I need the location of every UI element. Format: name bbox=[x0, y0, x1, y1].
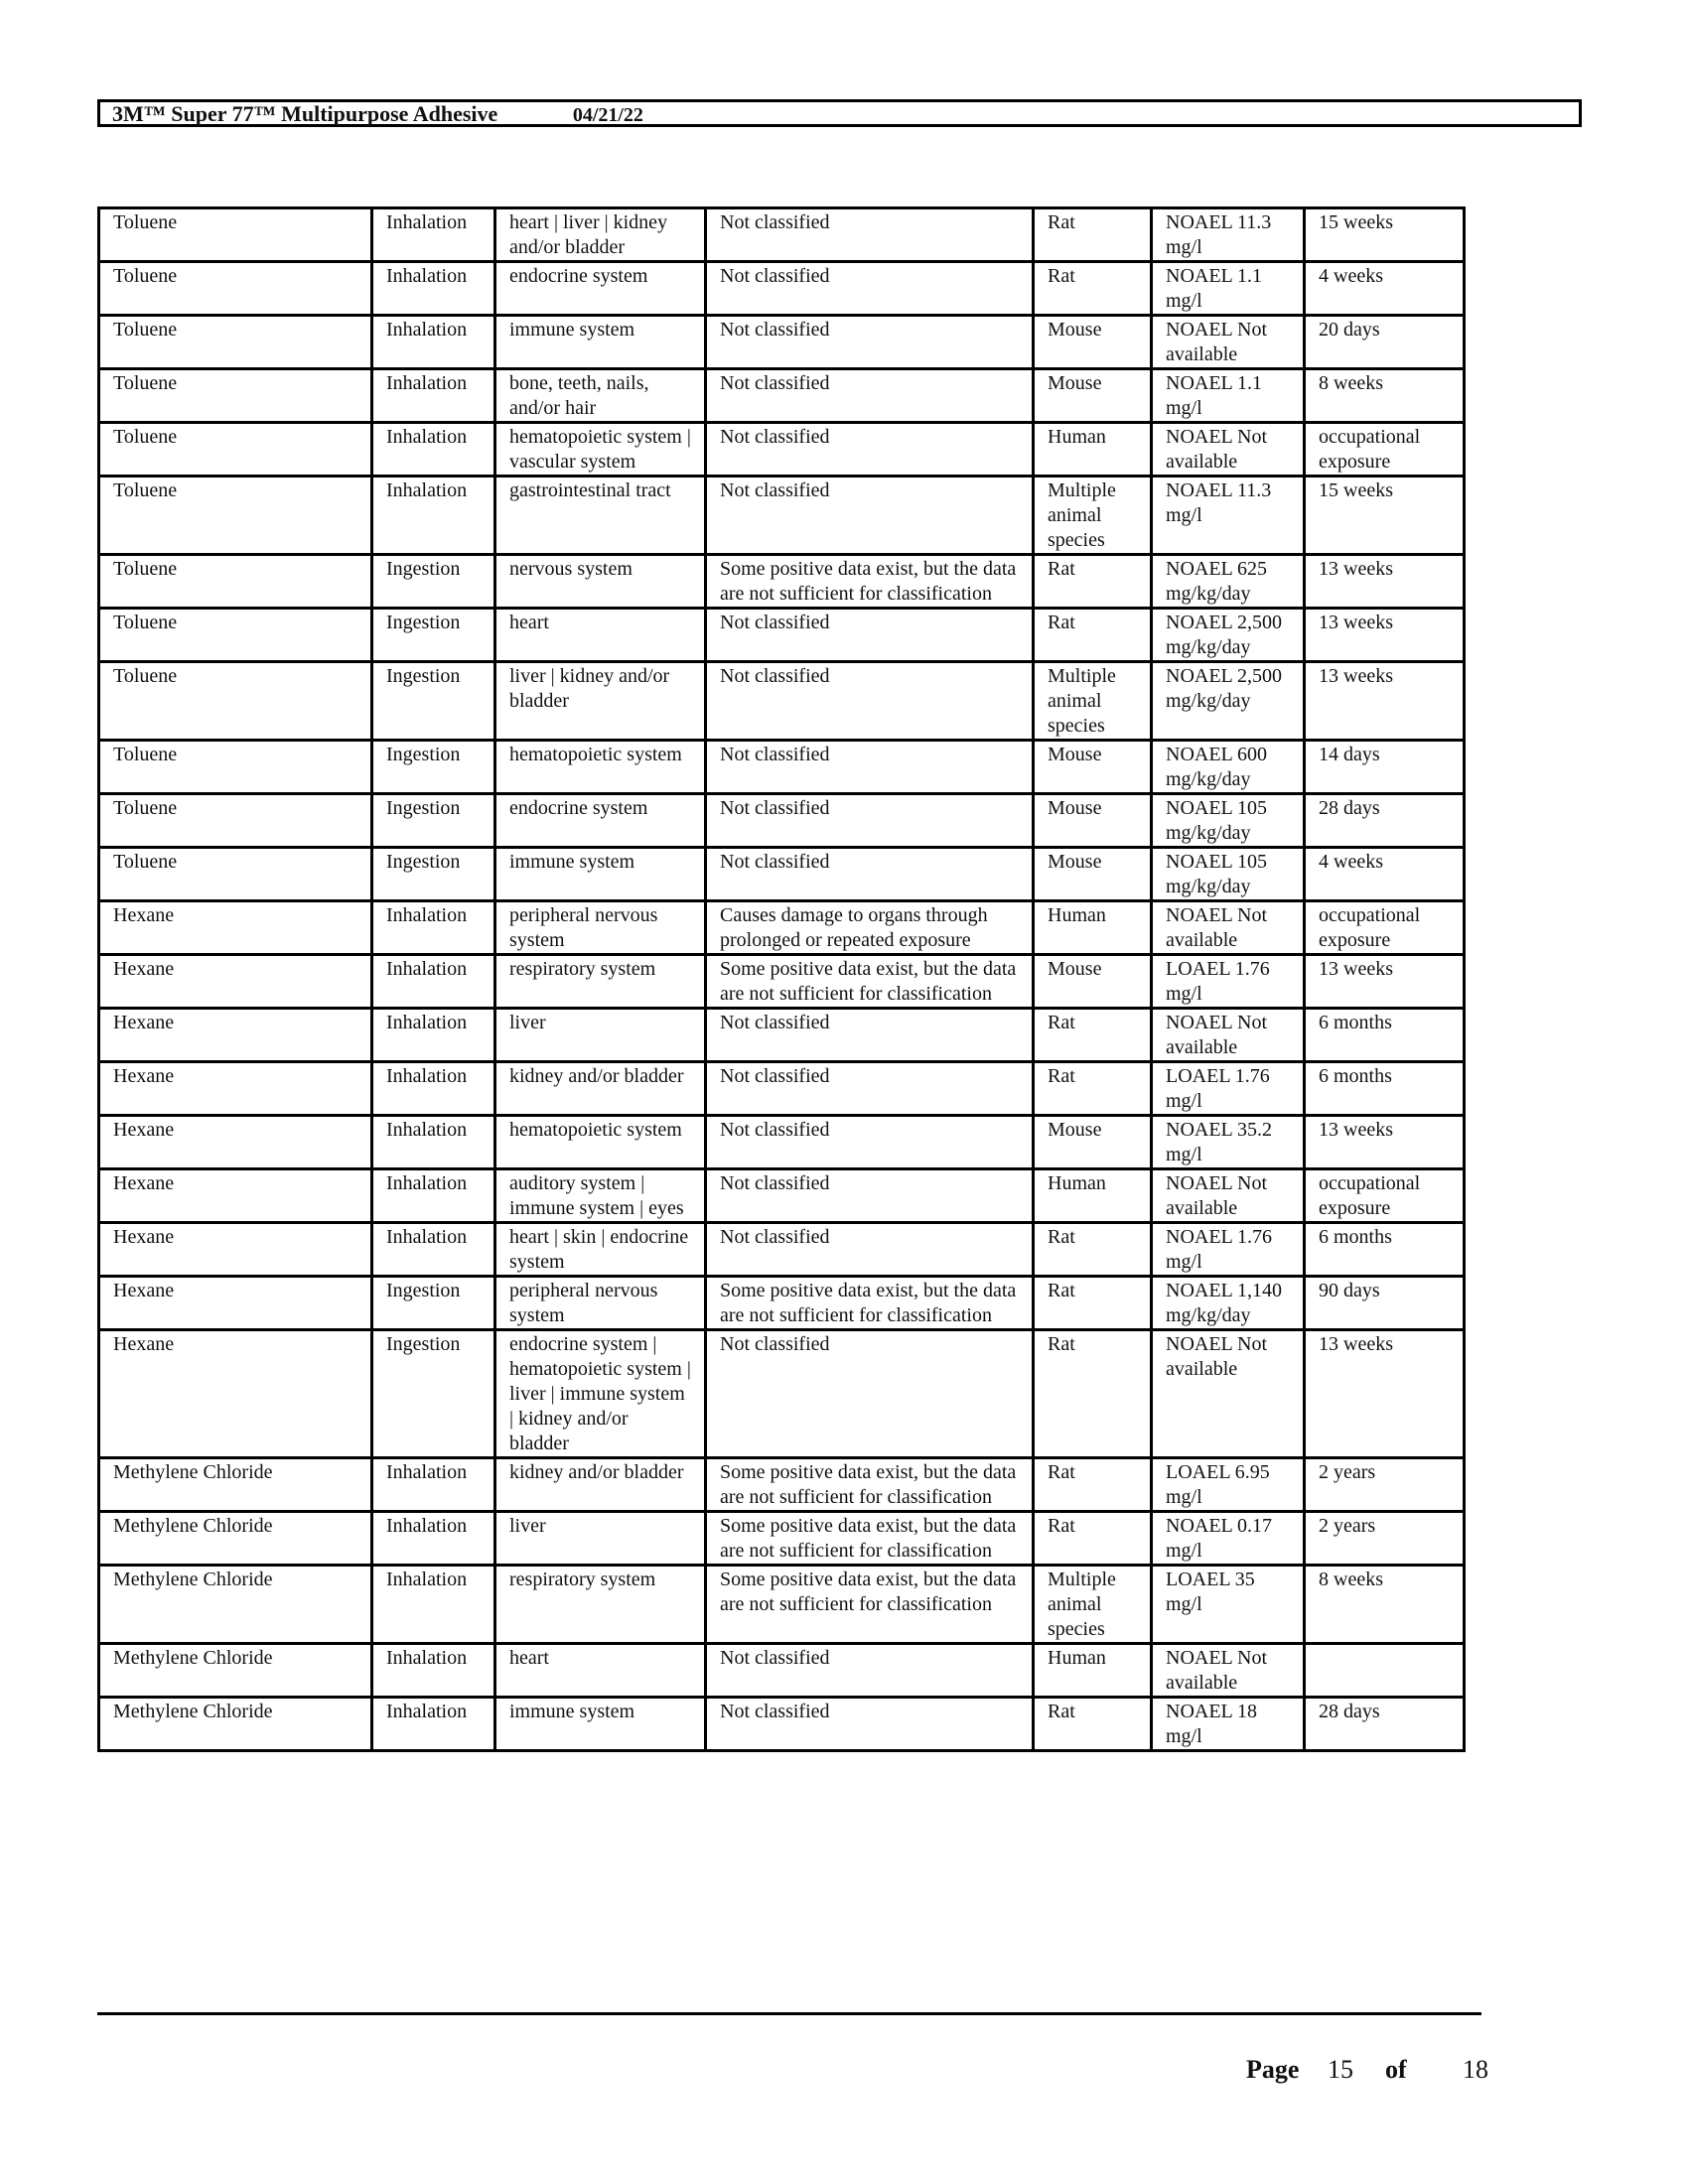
route-cell: Inhalation bbox=[372, 477, 495, 555]
exposure-duration-cell: 20 days bbox=[1305, 316, 1465, 369]
target-organ-cell: endocrine system bbox=[495, 794, 706, 848]
species-cell: Human bbox=[1034, 423, 1152, 477]
classification-cell: Some positive data exist, but the data are not sufficient for classification bbox=[706, 1458, 1034, 1512]
table-row bbox=[99, 1116, 1465, 1169]
table-body bbox=[99, 208, 1465, 1751]
test-result-cell: NOAEL 0.17 mg/l bbox=[1152, 1512, 1305, 1566]
target-organ-cell: auditory system | immune system | eyes bbox=[495, 1169, 706, 1223]
species-cell: Rat bbox=[1034, 208, 1152, 262]
exposure-duration-cell: 8 weeks bbox=[1305, 1566, 1465, 1644]
test-result-cell: NOAEL Not available bbox=[1152, 1009, 1305, 1062]
exposure-duration-cell: 2 years bbox=[1305, 1512, 1465, 1566]
table-row bbox=[99, 316, 1465, 369]
test-result-cell: NOAEL 1.76 mg/l bbox=[1152, 1223, 1305, 1277]
table-row bbox=[99, 955, 1465, 1009]
exposure-duration-cell: 14 days bbox=[1305, 741, 1465, 794]
substance-cell: Toluene bbox=[99, 423, 372, 477]
classification-cell: Not classified bbox=[706, 1644, 1034, 1698]
exposure-duration-cell: 13 weeks bbox=[1305, 555, 1465, 609]
current-page: 15 bbox=[1328, 2055, 1353, 2084]
species-cell: Rat bbox=[1034, 609, 1152, 662]
route-cell: Ingestion bbox=[372, 741, 495, 794]
classification-cell: Not classified bbox=[706, 369, 1034, 423]
test-result-cell: NOAEL Not available bbox=[1152, 1330, 1305, 1458]
species-cell: Human bbox=[1034, 901, 1152, 955]
of-label: of bbox=[1385, 2055, 1407, 2084]
page-label: Page bbox=[1246, 2055, 1300, 2084]
exposure-duration-cell: 13 weeks bbox=[1305, 609, 1465, 662]
target-organ-cell: heart bbox=[495, 609, 706, 662]
substance-cell: Toluene bbox=[99, 741, 372, 794]
substance-cell: Hexane bbox=[99, 901, 372, 955]
route-cell: Inhalation bbox=[372, 423, 495, 477]
classification-cell: Not classified bbox=[706, 477, 1034, 555]
test-result-cell: LOAEL 35 mg/l bbox=[1152, 1566, 1305, 1644]
test-result-cell: NOAEL 105 mg/kg/day bbox=[1152, 848, 1305, 901]
table-row bbox=[99, 1277, 1465, 1330]
test-result-cell: NOAEL Not available bbox=[1152, 316, 1305, 369]
exposure-duration-cell: 2 years bbox=[1305, 1458, 1465, 1512]
route-cell: Ingestion bbox=[372, 794, 495, 848]
species-cell: Human bbox=[1034, 1644, 1152, 1698]
table-row bbox=[99, 1223, 1465, 1277]
test-result-cell: LOAEL 1.76 mg/l bbox=[1152, 955, 1305, 1009]
substance-cell: Hexane bbox=[99, 1330, 372, 1458]
classification-cell: Not classified bbox=[706, 316, 1034, 369]
classification-cell: Not classified bbox=[706, 741, 1034, 794]
substance-cell: Toluene bbox=[99, 369, 372, 423]
exposure-duration-cell: 6 months bbox=[1305, 1009, 1465, 1062]
species-cell: Mouse bbox=[1034, 848, 1152, 901]
classification-cell: Causes damage to organs through prolonged or repeated exposure bbox=[706, 901, 1034, 955]
species-cell: Rat bbox=[1034, 1062, 1152, 1116]
route-cell: Ingestion bbox=[372, 848, 495, 901]
test-result-cell: NOAEL 11.3 mg/l bbox=[1152, 477, 1305, 555]
species-cell: Rat bbox=[1034, 1009, 1152, 1062]
total-pages: 18 bbox=[1463, 2055, 1488, 2084]
target-organ-cell: liver bbox=[495, 1512, 706, 1566]
route-cell: Inhalation bbox=[372, 1566, 495, 1644]
exposure-duration-cell: 15 weeks bbox=[1305, 208, 1465, 262]
target-organ-cell: heart | skin | endocrine system bbox=[495, 1223, 706, 1277]
classification-cell: Some positive data exist, but the data are not sufficient for classification bbox=[706, 955, 1034, 1009]
table-row bbox=[99, 794, 1465, 848]
test-result-cell: NOAEL 2,500 mg/kg/day bbox=[1152, 662, 1305, 741]
table-row bbox=[99, 662, 1465, 741]
species-cell: Rat bbox=[1034, 262, 1152, 316]
species-cell: Human bbox=[1034, 1169, 1152, 1223]
revision-date: 04/21/22 bbox=[572, 104, 643, 126]
exposure-duration-cell: occupational exposure bbox=[1305, 1169, 1465, 1223]
target-organ-cell: hematopoietic system bbox=[495, 1116, 706, 1169]
test-result-cell: NOAEL 600 mg/kg/day bbox=[1152, 741, 1305, 794]
table-row bbox=[99, 1512, 1465, 1566]
substance-cell: Hexane bbox=[99, 1277, 372, 1330]
table-row bbox=[99, 208, 1465, 262]
target-organ-cell: bone, teeth, nails, and/or hair bbox=[495, 369, 706, 423]
target-organ-cell: liver bbox=[495, 1009, 706, 1062]
test-result-cell: LOAEL 1.76 mg/l bbox=[1152, 1062, 1305, 1116]
classification-cell: Not classified bbox=[706, 1009, 1034, 1062]
route-cell: Inhalation bbox=[372, 1169, 495, 1223]
target-organ-cell: immune system bbox=[495, 1698, 706, 1751]
table-row bbox=[99, 1330, 1465, 1458]
species-cell: Mouse bbox=[1034, 316, 1152, 369]
exposure-duration-cell: 28 days bbox=[1305, 794, 1465, 848]
exposure-duration-cell: 15 weeks bbox=[1305, 477, 1465, 555]
table-row bbox=[99, 848, 1465, 901]
route-cell: Inhalation bbox=[372, 1223, 495, 1277]
substance-cell: Toluene bbox=[99, 662, 372, 741]
target-organ-cell: heart bbox=[495, 1644, 706, 1698]
species-cell: Multiple animal species bbox=[1034, 477, 1152, 555]
table-row bbox=[99, 1698, 1465, 1751]
table-row bbox=[99, 1009, 1465, 1062]
classification-cell: Not classified bbox=[706, 1330, 1034, 1458]
test-result-cell: NOAEL Not available bbox=[1152, 1644, 1305, 1698]
table-row bbox=[99, 477, 1465, 555]
classification-cell: Some positive data exist, but the data are not sufficient for classification bbox=[706, 1566, 1034, 1644]
route-cell: Inhalation bbox=[372, 901, 495, 955]
target-organ-cell: peripheral nervous system bbox=[495, 1277, 706, 1330]
substance-cell: Methylene Chloride bbox=[99, 1698, 372, 1751]
route-cell: Ingestion bbox=[372, 1277, 495, 1330]
substance-cell: Toluene bbox=[99, 208, 372, 262]
route-cell: Inhalation bbox=[372, 1512, 495, 1566]
test-result-cell: NOAEL 35.2 mg/l bbox=[1152, 1116, 1305, 1169]
substance-cell: Methylene Chloride bbox=[99, 1512, 372, 1566]
table-row bbox=[99, 1169, 1465, 1223]
exposure-duration-cell: 13 weeks bbox=[1305, 662, 1465, 741]
species-cell: Mouse bbox=[1034, 1116, 1152, 1169]
species-cell: Rat bbox=[1034, 1458, 1152, 1512]
target-organ-cell: endocrine system | hematopoietic system | liver | immune system | kidney and/or bladder bbox=[495, 1330, 706, 1458]
table-row bbox=[99, 1062, 1465, 1116]
product-title: 3M™ Super 77™ Multipurpose Adhesive bbox=[112, 101, 498, 126]
test-result-cell: NOAEL Not available bbox=[1152, 423, 1305, 477]
table-row bbox=[99, 369, 1465, 423]
species-cell: Mouse bbox=[1034, 369, 1152, 423]
substance-cell: Toluene bbox=[99, 316, 372, 369]
route-cell: Ingestion bbox=[372, 609, 495, 662]
species-cell: Rat bbox=[1034, 1277, 1152, 1330]
exposure-duration-cell: 13 weeks bbox=[1305, 955, 1465, 1009]
test-result-cell: NOAEL 18 mg/l bbox=[1152, 1698, 1305, 1751]
route-cell: Ingestion bbox=[372, 662, 495, 741]
test-result-cell: NOAEL 11.3 mg/l bbox=[1152, 208, 1305, 262]
classification-cell: Not classified bbox=[706, 848, 1034, 901]
species-cell: Rat bbox=[1034, 1330, 1152, 1458]
target-organ-cell: gastrointestinal tract bbox=[495, 477, 706, 555]
test-result-cell: NOAEL Not available bbox=[1152, 901, 1305, 955]
classification-cell: Not classified bbox=[706, 208, 1034, 262]
route-cell: Ingestion bbox=[372, 1330, 495, 1458]
substance-cell: Toluene bbox=[99, 477, 372, 555]
classification-cell: Some positive data exist, but the data are not sufficient for classification bbox=[706, 555, 1034, 609]
table-row bbox=[99, 901, 1465, 955]
route-cell: Ingestion bbox=[372, 555, 495, 609]
classification-cell: Not classified bbox=[706, 1116, 1034, 1169]
species-cell: Rat bbox=[1034, 1698, 1152, 1751]
test-result-cell: NOAEL Not available bbox=[1152, 1169, 1305, 1223]
exposure-duration-cell: 8 weeks bbox=[1305, 369, 1465, 423]
route-cell: Inhalation bbox=[372, 262, 495, 316]
target-organ-cell: heart | liver | kidney and/or bladder bbox=[495, 208, 706, 262]
table-row bbox=[99, 1458, 1465, 1512]
classification-cell: Not classified bbox=[706, 1223, 1034, 1277]
classification-cell: Not classified bbox=[706, 1062, 1034, 1116]
route-cell: Inhalation bbox=[372, 316, 495, 369]
test-result-cell: NOAEL 1.1 mg/l bbox=[1152, 262, 1305, 316]
route-cell: Inhalation bbox=[372, 1458, 495, 1512]
target-organ-toxicity-table bbox=[97, 206, 1466, 1752]
species-cell: Mouse bbox=[1034, 794, 1152, 848]
table-row bbox=[99, 1566, 1465, 1644]
exposure-duration-cell: occupational exposure bbox=[1305, 901, 1465, 955]
classification-cell: Some positive data exist, but the data are not sufficient for classification bbox=[706, 1512, 1034, 1566]
species-cell: Rat bbox=[1034, 1512, 1152, 1566]
target-organ-cell: respiratory system bbox=[495, 1566, 706, 1644]
target-organ-cell: peripheral nervous system bbox=[495, 901, 706, 955]
document-header bbox=[97, 99, 1582, 127]
route-cell: Inhalation bbox=[372, 1698, 495, 1751]
substance-cell: Hexane bbox=[99, 955, 372, 1009]
substance-cell: Toluene bbox=[99, 848, 372, 901]
classification-cell: Some positive data exist, but the data are not sufficient for classification bbox=[706, 1277, 1034, 1330]
table-row bbox=[99, 609, 1465, 662]
classification-cell: Not classified bbox=[706, 794, 1034, 848]
substance-cell: Hexane bbox=[99, 1169, 372, 1223]
target-organ-cell: liver | kidney and/or bladder bbox=[495, 662, 706, 741]
substance-cell: Toluene bbox=[99, 794, 372, 848]
exposure-duration-cell: 90 days bbox=[1305, 1277, 1465, 1330]
test-result-cell: NOAEL 2,500 mg/kg/day bbox=[1152, 609, 1305, 662]
classification-cell: Not classified bbox=[706, 662, 1034, 741]
exposure-duration-cell: 6 months bbox=[1305, 1062, 1465, 1116]
exposure-duration-cell: occupational exposure bbox=[1305, 423, 1465, 477]
table-row bbox=[99, 423, 1465, 477]
exposure-duration-cell: 6 months bbox=[1305, 1223, 1465, 1277]
classification-cell: Not classified bbox=[706, 1698, 1034, 1751]
test-result-cell: NOAEL 105 mg/kg/day bbox=[1152, 794, 1305, 848]
species-cell: Rat bbox=[1034, 555, 1152, 609]
target-organ-cell: immune system bbox=[495, 848, 706, 901]
route-cell: Inhalation bbox=[372, 1644, 495, 1698]
classification-cell: Not classified bbox=[706, 609, 1034, 662]
species-cell: Multiple animal species bbox=[1034, 1566, 1152, 1644]
species-cell: Mouse bbox=[1034, 741, 1152, 794]
substance-cell: Toluene bbox=[99, 555, 372, 609]
classification-cell: Not classified bbox=[706, 1169, 1034, 1223]
test-result-cell: LOAEL 6.95 mg/l bbox=[1152, 1458, 1305, 1512]
species-cell: Rat bbox=[1034, 1223, 1152, 1277]
target-organ-cell: hematopoietic system | vascular system bbox=[495, 423, 706, 477]
exposure-duration-cell: 4 weeks bbox=[1305, 848, 1465, 901]
table-row bbox=[99, 741, 1465, 794]
footer-divider bbox=[97, 2012, 1481, 2015]
classification-cell: Not classified bbox=[706, 423, 1034, 477]
exposure-duration-cell bbox=[1305, 1644, 1465, 1698]
test-result-cell: NOAEL 1,140 mg/kg/day bbox=[1152, 1277, 1305, 1330]
target-organ-cell: respiratory system bbox=[495, 955, 706, 1009]
substance-cell: Methylene Chloride bbox=[99, 1458, 372, 1512]
substance-cell: Methylene Chloride bbox=[99, 1566, 372, 1644]
substance-cell: Hexane bbox=[99, 1116, 372, 1169]
substance-cell: Hexane bbox=[99, 1062, 372, 1116]
route-cell: Inhalation bbox=[372, 369, 495, 423]
exposure-duration-cell: 4 weeks bbox=[1305, 262, 1465, 316]
exposure-duration-cell: 28 days bbox=[1305, 1698, 1465, 1751]
substance-cell: Toluene bbox=[99, 609, 372, 662]
page-number bbox=[1246, 2055, 1504, 2091]
species-cell: Mouse bbox=[1034, 955, 1152, 1009]
exposure-duration-cell: 13 weeks bbox=[1305, 1116, 1465, 1169]
target-organ-cell: nervous system bbox=[495, 555, 706, 609]
test-result-cell: NOAEL 625 mg/kg/day bbox=[1152, 555, 1305, 609]
route-cell: Inhalation bbox=[372, 1009, 495, 1062]
exposure-duration-cell: 13 weeks bbox=[1305, 1330, 1465, 1458]
route-cell: Inhalation bbox=[372, 1062, 495, 1116]
table-row bbox=[99, 1644, 1465, 1698]
classification-cell: Not classified bbox=[706, 262, 1034, 316]
route-cell: Inhalation bbox=[372, 1116, 495, 1169]
target-organ-cell: endocrine system bbox=[495, 262, 706, 316]
table-row bbox=[99, 262, 1465, 316]
species-cell: Multiple animal species bbox=[1034, 662, 1152, 741]
test-result-cell: NOAEL 1.1 mg/l bbox=[1152, 369, 1305, 423]
target-organ-cell: kidney and/or bladder bbox=[495, 1458, 706, 1512]
target-organ-cell: hematopoietic system bbox=[495, 741, 706, 794]
substance-cell: Methylene Chloride bbox=[99, 1644, 372, 1698]
substance-cell: Hexane bbox=[99, 1009, 372, 1062]
target-organ-cell: kidney and/or bladder bbox=[495, 1062, 706, 1116]
table-row bbox=[99, 555, 1465, 609]
target-organ-cell: immune system bbox=[495, 316, 706, 369]
substance-cell: Hexane bbox=[99, 1223, 372, 1277]
route-cell: Inhalation bbox=[372, 955, 495, 1009]
substance-cell: Toluene bbox=[99, 262, 372, 316]
route-cell: Inhalation bbox=[372, 208, 495, 262]
